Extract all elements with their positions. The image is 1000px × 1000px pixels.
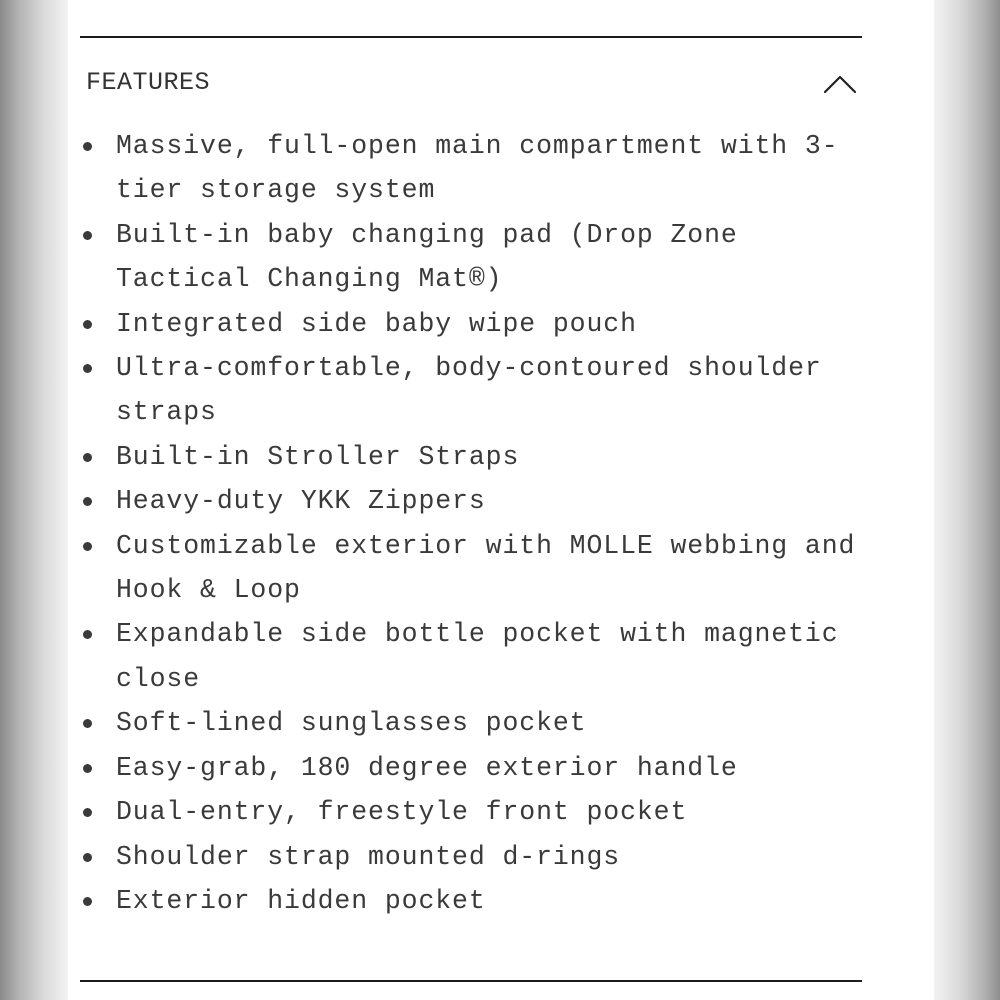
feature-item [76,213,866,302]
bullet-icon [83,853,92,862]
section-title: FEATURES [86,68,211,97]
feature-item [76,435,866,479]
bullet-icon [83,542,92,551]
feature-text: Soft-lined sunglasses pocket [116,708,587,739]
feature-text: Shoulder strap mounted d-rings [116,841,621,872]
feature-item [76,302,866,346]
bullet-icon [83,808,92,817]
bullet-icon [83,320,92,329]
feature-text: Massive, full-open main compartment with 3-tier storage system [116,131,839,206]
bullet-icon [83,764,92,773]
bullet-icon [83,453,92,462]
feature-text: Built-in Stroller Straps [116,441,520,472]
feature-text: Dual-entry, freestyle front pocket [116,797,688,828]
feature-text: Customizable exterior with MOLLE webbing and Hook & Loop [116,530,856,606]
bullet-icon [83,630,92,639]
bullet-icon [83,142,92,151]
product-details-panel [68,0,934,1000]
bullet-icon [83,497,92,506]
feature-text: Ultra-comfortable, body-contoured shoulder straps [116,353,822,428]
feature-item [76,479,866,523]
feature-item [76,835,866,879]
feature-item [76,790,866,834]
feature-item [76,701,866,745]
bullet-icon [83,719,92,728]
feature-text: Easy-grab, 180 degree exterior handle [116,752,738,783]
chevron-up-icon[interactable] [822,72,858,96]
feature-item [76,879,866,923]
feature-item [76,612,866,701]
feature-text: Integrated side baby wipe pouch [116,308,637,339]
bullet-icon [83,231,92,240]
features-accordion-header[interactable] [80,60,862,106]
section-divider-bottom [80,980,862,982]
feature-item [76,746,866,790]
feature-text: Expandable side bottle pocket with magnetic close [116,619,839,694]
feature-item [76,346,866,435]
feature-text: Heavy-duty YKK Zippers [116,486,486,517]
section-divider-top [80,36,862,38]
features-list [76,124,866,923]
feature-item [76,124,866,213]
bullet-icon [83,897,92,906]
feature-item [76,524,866,613]
bullet-icon [83,364,92,373]
feature-text: Built-in baby changing pad (Drop Zone Tactical Changing Mat®) [116,219,738,295]
feature-text: Exterior hidden pocket [116,885,486,916]
